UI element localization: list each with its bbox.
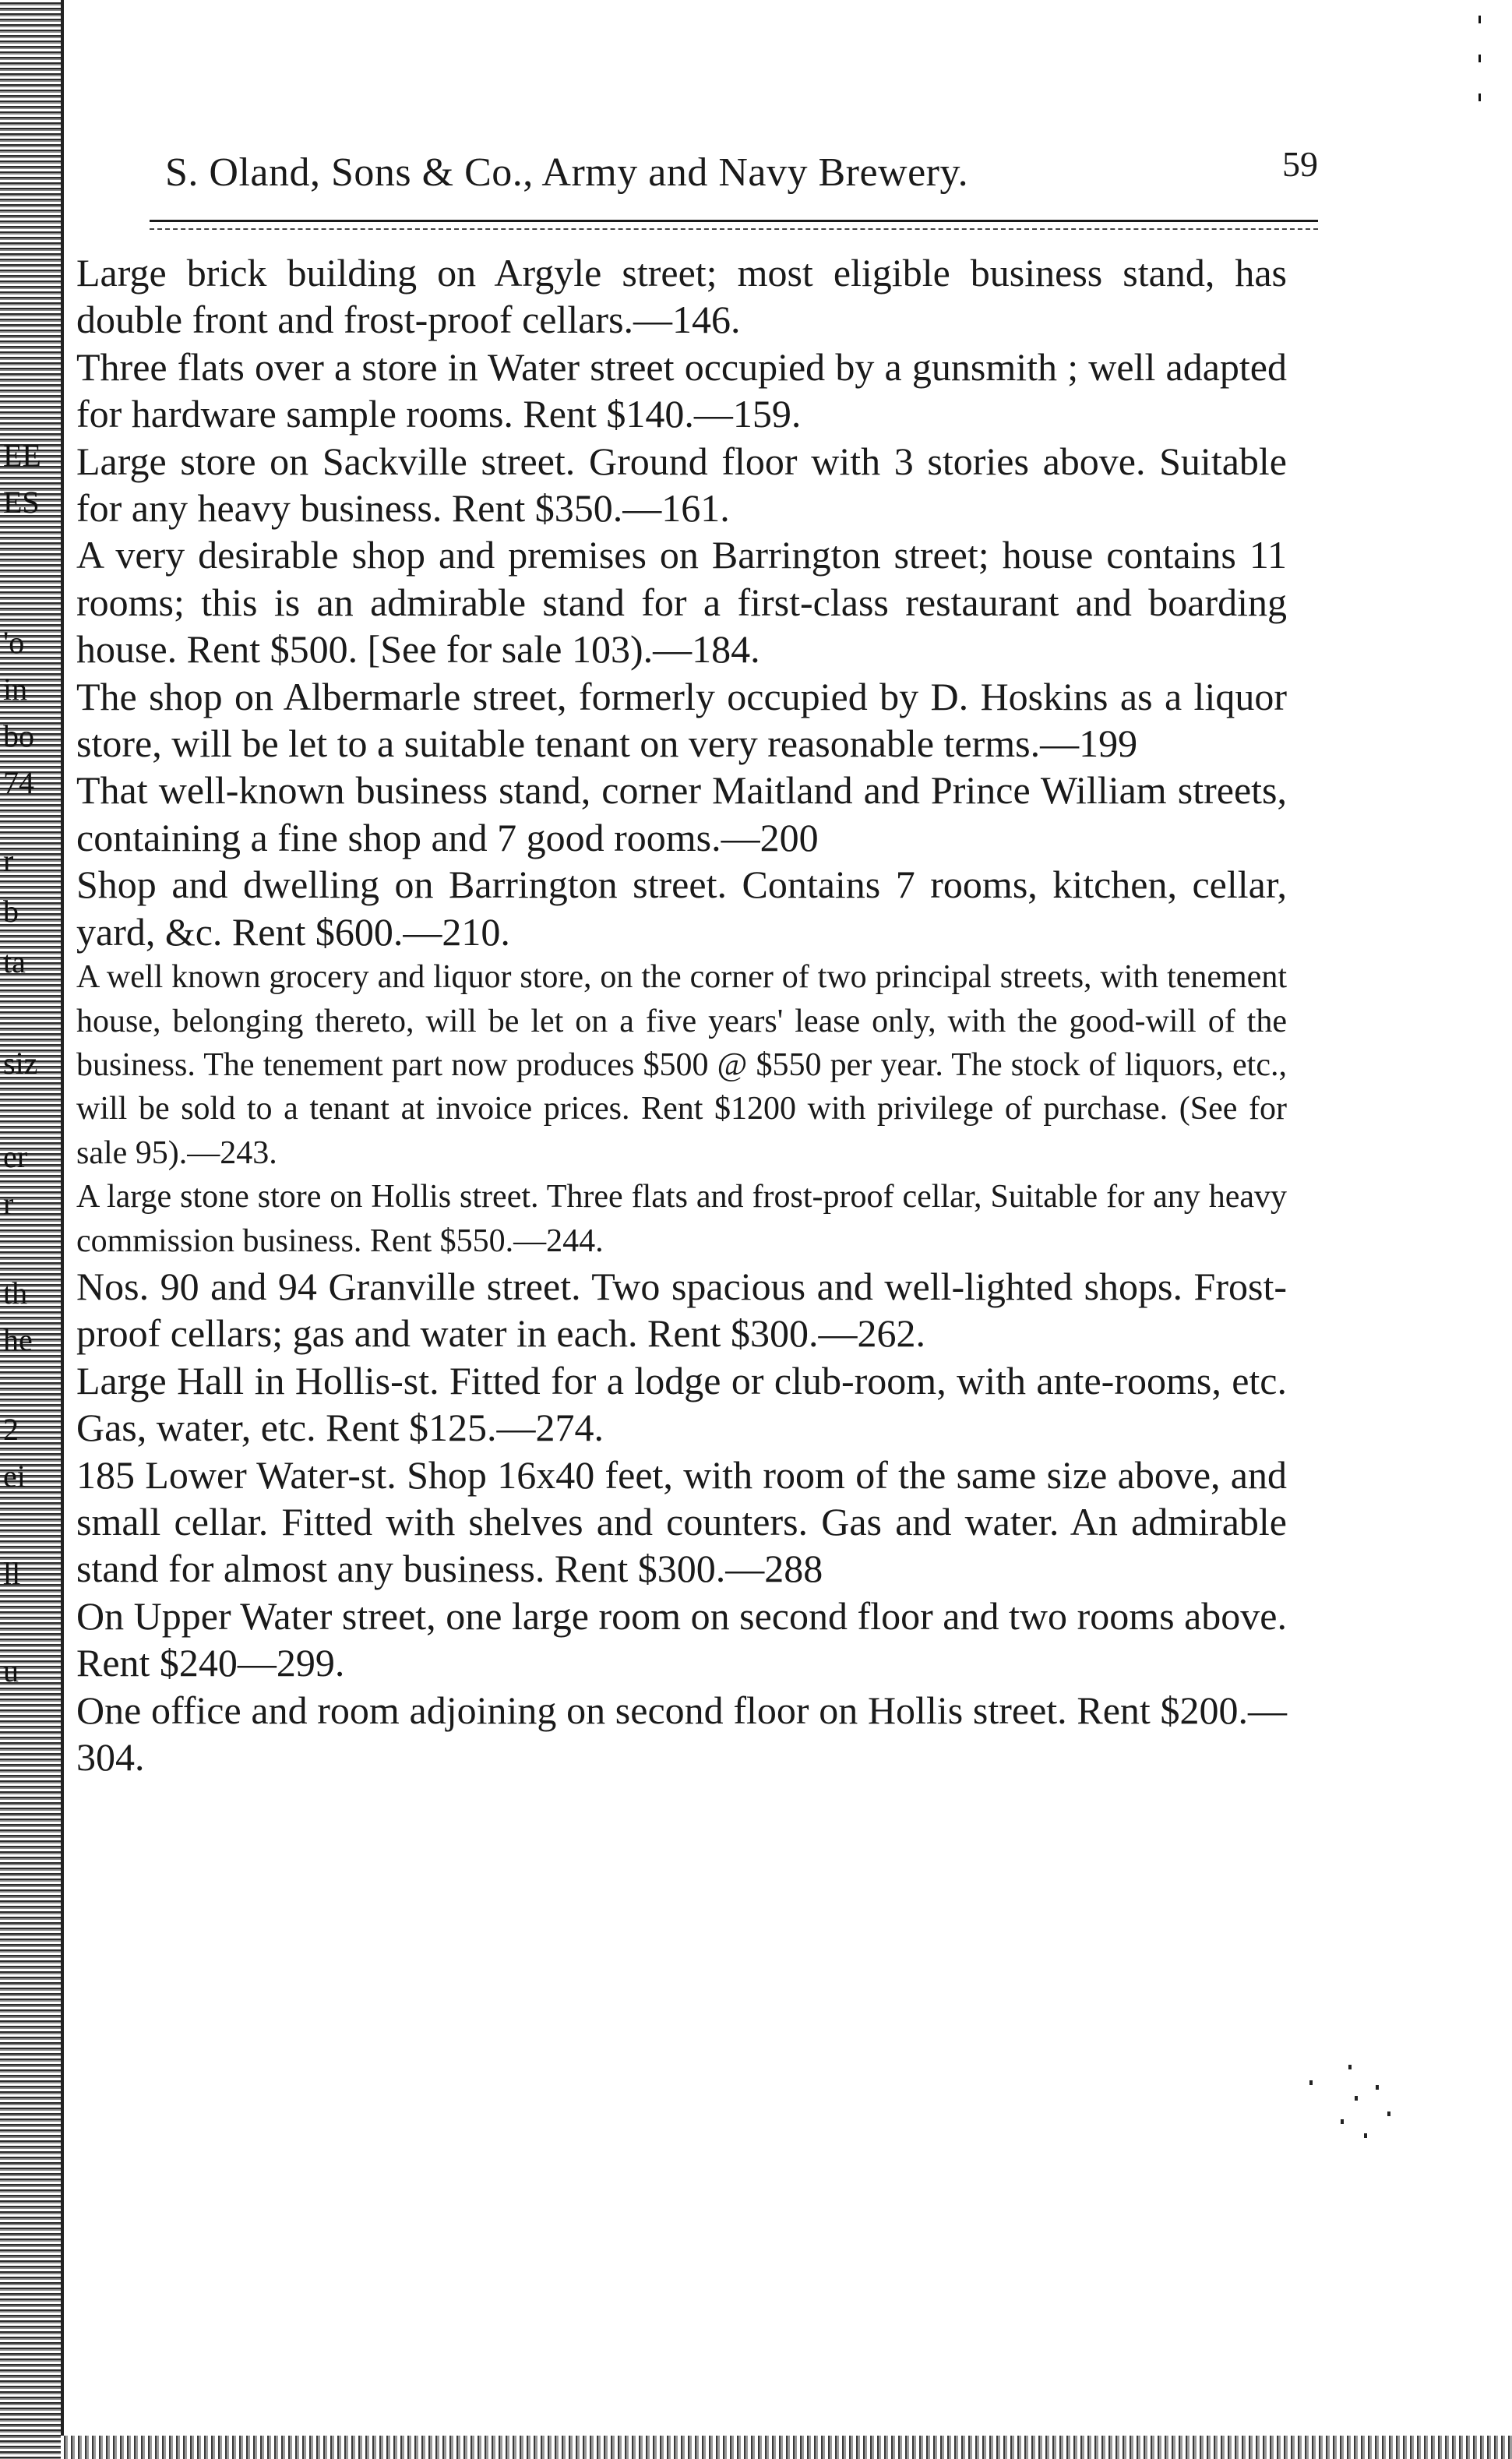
ink-speck [1387, 2111, 1390, 2116]
margin-fragment: b [3, 894, 19, 929]
ink-speck [1348, 2065, 1352, 2069]
listing-entry: On Upper Water street, one large room on second floor and two rooms above. Rent $240—299. [76, 1593, 1287, 1685]
margin-fragment: r [3, 843, 14, 878]
page-header [72, 117, 1318, 203]
page-bottom-edge [61, 2436, 1512, 2459]
listing-entry: That well-known business stand, corner Maitland and Prince William streets, containing a fine shop and 7 good rooms.—200 [76, 768, 1287, 859]
margin-fragment: er [3, 1139, 28, 1174]
listing-entry: The shop on Albermarle street, formerly occupied by D. Hoskins as a liquor store, will be let to a suitable tenant on very reasonable terms.—199 [76, 674, 1287, 766]
edge-speck [1479, 16, 1481, 23]
margin-fragment: 'o [3, 625, 25, 660]
ink-speck [1376, 2085, 1379, 2090]
margin-fragment: siz [3, 1046, 38, 1081]
ink-speck [1309, 2080, 1313, 2085]
listing-entry: Large store on Sackville street. Ground floor with 3 stories above. Suitable for any heavy business. Rent $350.—161. [76, 439, 1287, 531]
header-rule-dashed [150, 228, 1318, 230]
header-rule [150, 220, 1318, 222]
page-number: 59 [1282, 144, 1318, 184]
listing-entry: One office and room adjoining on second floor on Hollis street. Rent $200.—304. [76, 1688, 1287, 1779]
margin-fragment: EE [3, 438, 41, 473]
listing-entry: Three flats over a store in Water street occupied by a gunsmith ; well adapted for hardware sample rooms. Rent $140.—159. [76, 344, 1287, 436]
listing-entry: Nos. 90 and 94 Granville street. Two spacious and well-lighted shops. Frost-proof cellars; gas and water in each. Rent $300.—262. [76, 1264, 1287, 1356]
margin-fragment: ES [3, 485, 40, 520]
listing-entry: A well known grocery and liquor store, on the corner of two principal streets, with tenement house, belonging thereto, will be let on a five years' lease only, with the good-will of the business. The tenement part now produces $500 @ $550 per year. The stock of liquors, etc., will be sold to a tenant at invoice prices. Rent $1200 with privilege of purchase. (See for sale 95).—243. [76, 959, 1287, 1171]
ink-speck [1341, 2119, 1344, 2124]
margin-fragment: r [3, 1186, 14, 1221]
ink-specks [1309, 2057, 1403, 2166]
rental-listings [72, 249, 1287, 1780]
left-margin-bleed-through [0, 0, 70, 2459]
margin-fragment: ta [3, 944, 26, 979]
listing-entry: 185 Lower Water-st. Shop 16x40 feet, with room of the same size above, and small cellar. Fitted with shelves and counters. Gas and water. An admirable stand for almost any business. Rent $300.—288 [76, 1452, 1287, 1591]
margin-fragment: 2 [3, 1412, 19, 1447]
margin-fragment: ei [3, 1459, 26, 1494]
book-page [72, 117, 1318, 1779]
margin-fragment: 74 [3, 765, 34, 800]
listing-entry: Large brick building on Argyle street; most eligible business stand, has double front and frost-proof cellars.—146. [76, 251, 1287, 342]
listing-entry: Shop and dwelling on Barrington street. Contains 7 rooms, kitchen, cellar, yard, &c. Rent $600.—210. [76, 863, 1287, 954]
running-head: S. Oland, Sons & Co., Army and Navy Brewery. [165, 150, 969, 195]
margin-fragment: he [3, 1322, 33, 1357]
ink-speck [1355, 2096, 1358, 2101]
ink-speck [1364, 2133, 1367, 2138]
edge-speck [1479, 93, 1481, 101]
margin-fragment: bo [3, 718, 34, 753]
listing-entry: Large Hall in Hollis-st. Fitted for a lodge or club-room, with ante-rooms, etc. Gas, water, etc. Rent $125.—274. [76, 1358, 1287, 1450]
margin-fragment: th [3, 1275, 28, 1311]
edge-speck [1479, 55, 1481, 62]
margin-fragment: in [3, 672, 28, 707]
listing-entry: A large stone store on Hollis street. Three flats and frost-proof cellar, Suitable for any heavy commission business. Rent $550.—244. [76, 1179, 1287, 1259]
margin-fragment: u [3, 1653, 19, 1688]
listing-entry: A very desirable shop and premises on Barrington street; house contains 11 rooms; this is an admirable stand for a first-class restaurant and boarding house. Rent $500. [See for sale 103).—184. [76, 533, 1287, 672]
margin-fragment: ll [3, 1556, 21, 1591]
